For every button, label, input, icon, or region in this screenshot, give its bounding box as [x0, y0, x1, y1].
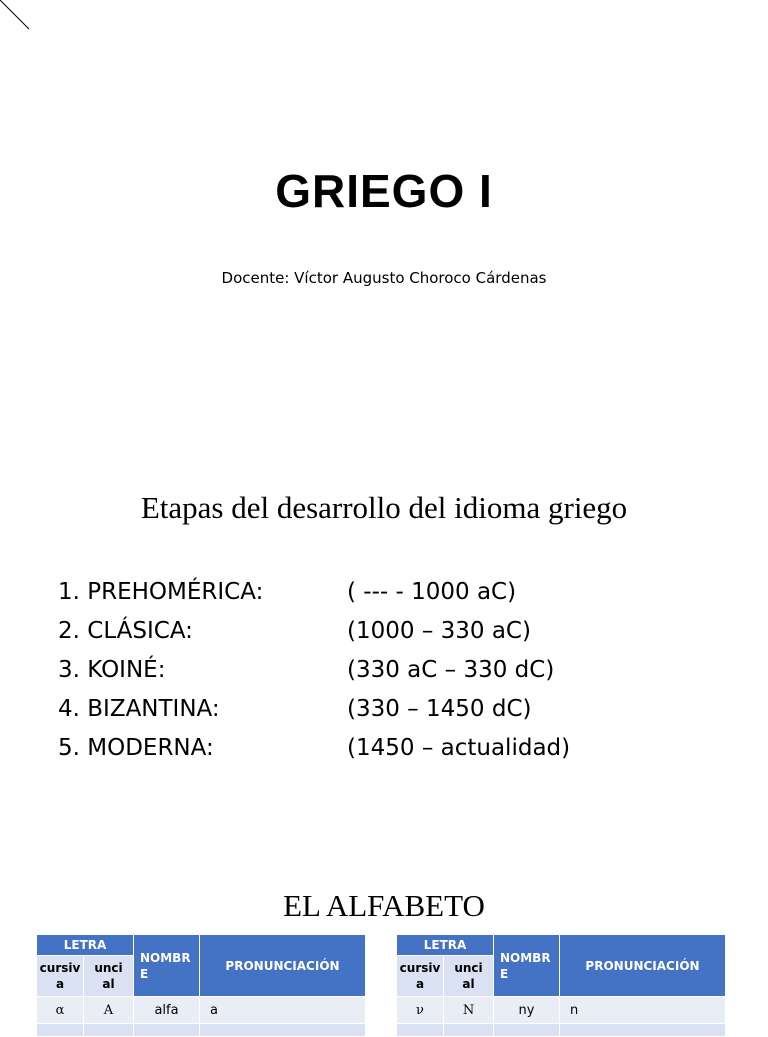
stage-period: (330 aC – 330 dC): [347, 657, 555, 683]
cell-pronunciacion: n: [560, 997, 726, 1024]
list-item: [58, 613, 570, 652]
stage-name: 4. BIZANTINA:: [58, 696, 220, 722]
header-pronunciacion: PRONUNCIACIÓN: [200, 935, 366, 997]
table-row: [397, 997, 726, 1024]
alphabet-table-left: [36, 934, 366, 1037]
stage-period: ( --- - 1000 aC): [347, 579, 517, 605]
cell-uncial: Ν: [444, 997, 494, 1024]
cell-nombre: alfa: [134, 997, 200, 1024]
header-cursiva: cursiv a: [397, 956, 444, 997]
header-nombre: NOMBR E: [134, 935, 200, 997]
cell-cursiva: α: [37, 997, 84, 1024]
cell-nombre: ny: [494, 997, 560, 1024]
header-cursiva: cursiv a: [37, 956, 84, 997]
list-item: [58, 652, 570, 691]
header-letra: LETRA: [37, 935, 134, 956]
table-row: [397, 1024, 726, 1037]
stage-period: (330 – 1450 dC): [347, 696, 532, 722]
list-item: [58, 574, 570, 613]
stage-name: 1. PREHOMÉRICA:: [58, 579, 264, 605]
header-pronunciacion: PRONUNCIACIÓN: [560, 935, 726, 997]
list-item: [58, 730, 570, 769]
stage-period: (1450 – actualidad): [347, 735, 571, 761]
table-row: [37, 1024, 366, 1037]
header-nombre: NOMBR E: [494, 935, 560, 997]
document-title: GRIEGO I: [275, 165, 493, 217]
header-uncial: unci al: [444, 956, 494, 997]
corner-diagonal-line: [0, 0, 40, 40]
stage-period: (1000 – 330 aC): [347, 618, 531, 644]
stages-heading: Etapas del desarrollo del idioma griego: [140, 490, 628, 525]
header-uncial: unci al: [84, 956, 134, 997]
cell-uncial: Α: [84, 997, 134, 1024]
stage-name: 5. MODERNA:: [58, 735, 214, 761]
stage-name: 3. KOINÉ:: [58, 657, 166, 683]
list-item: [58, 691, 570, 730]
alphabet-heading: EL ALFABETO: [283, 888, 485, 923]
header-letra: LETRA: [397, 935, 494, 956]
cell-cursiva: ν: [397, 997, 444, 1024]
stages-list: [58, 574, 570, 769]
stage-name: 2. CLÁSICA:: [58, 618, 193, 644]
alphabet-table-right: [396, 934, 726, 1037]
cell-pronunciacion: a: [200, 997, 366, 1024]
teacher-name: Docente: Víctor Augusto Choroco Cárdenas: [221, 269, 547, 287]
table-row: [37, 997, 366, 1024]
